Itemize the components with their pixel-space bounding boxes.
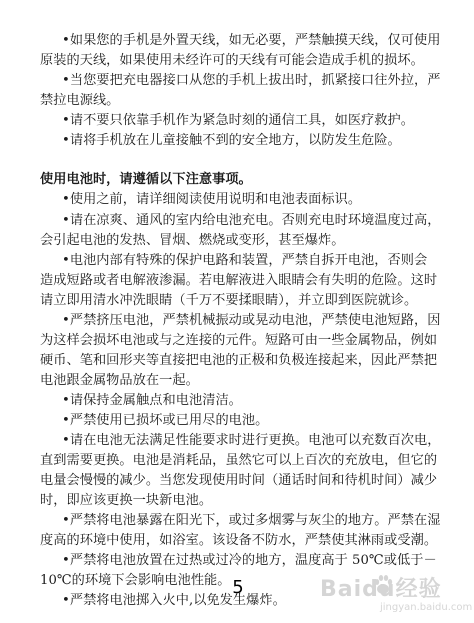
text-line: •请在凉爽、通风的室内给电池充电。否则充电时环境温度过高，: [62, 212, 441, 228]
text-line: •当您要把充电器接口从您的手机上拔出时，抓紧接口往外拉，严: [62, 73, 441, 89]
text-line: •如果您的手机是外置天线，如无必要，严禁触摸天线，仅可使用: [62, 33, 441, 48]
text-line: 请立即用清水冲洗眼睛（千万不要揉眼睛），并立即到医院就诊。: [40, 292, 418, 308]
text-line: 原装的天线，如果使用未经许可的天线有可能会造成手机的损坏。: [40, 53, 424, 68]
text-line: •请保持金属触点和电池清洁。: [62, 392, 242, 408]
text-line: 造成短路或者电解液渗漏。若电解液进入眼睛会有失明的危险。这时: [40, 272, 438, 288]
text-line: 禁拉电源线。: [40, 93, 120, 109]
text-line: •严禁将电池暴露在阳光下，或过多烟雾与灰尘的地方。严禁在湿: [62, 513, 441, 529]
text-line: 为这样会损坏电池或与之连接的元件。短路可由一些金属物品，例如: [40, 332, 438, 348]
text-line: 会引起电池的发热、冒烟、燃烧或变形，甚至爆炸。: [40, 232, 345, 248]
text-line: •使用之前，请详细阅读使用说明和电池表面标识。: [62, 192, 362, 208]
text-line: •严禁将电池放置在过热或过冷的地方，温度高于 50℃或低于－: [62, 553, 437, 569]
text-line: 度高的环境中使用，如浴室。该设备不防水，严禁使其淋雨或受潮。: [40, 533, 438, 549]
text-line: •严禁使用已损坏或已用尽的电池。: [62, 412, 269, 428]
text-line: 时，即应该更换一块新电池。: [40, 493, 213, 509]
text-line: 直到需要更换。电池是消耗品，虽然它可以上百次的充放电，但它的: [40, 453, 438, 469]
section-heading: 使用电池时，请遵循以下注意事项。: [40, 172, 252, 188]
text-line: •电池内部有特殊的保护电路和装置，严禁自拆开电池，否则会: [62, 252, 428, 268]
watermark-url: jingyan.baidu.com: [380, 602, 473, 613]
text-line: 电量会慢慢的减少。当您发现使用时间（通话时间和待机时间）减少: [40, 473, 438, 489]
text-line: 硬币、笔和回形夹等直接把电池的正极和负极连接起来，因此严禁把: [40, 352, 438, 368]
watermark-text: Baidu经验: [320, 577, 442, 602]
text-line: •严禁将电池掷入火中,以免发生爆炸。: [62, 593, 286, 609]
text-line: •请不要只依靠手机作为紧急时刻的通信工具，如医疗救护。: [62, 113, 415, 129]
page-number: 5: [232, 577, 244, 598]
text-line: •严禁挤压电池，严禁机械振动或晃动电池，严禁使电池短路，因: [62, 312, 441, 328]
text-line: 10℃的环境下会影响电池性能。: [40, 573, 231, 589]
text-line: •请在电池无法满足性能要求时进行更换。电池可以充数百次电，: [62, 433, 441, 448]
text-line: •请将手机放在儿童接触不到的安全地方，以防发生危险。: [62, 133, 401, 149]
text-line: 电池跟金属物品放在一起。: [40, 372, 199, 388]
